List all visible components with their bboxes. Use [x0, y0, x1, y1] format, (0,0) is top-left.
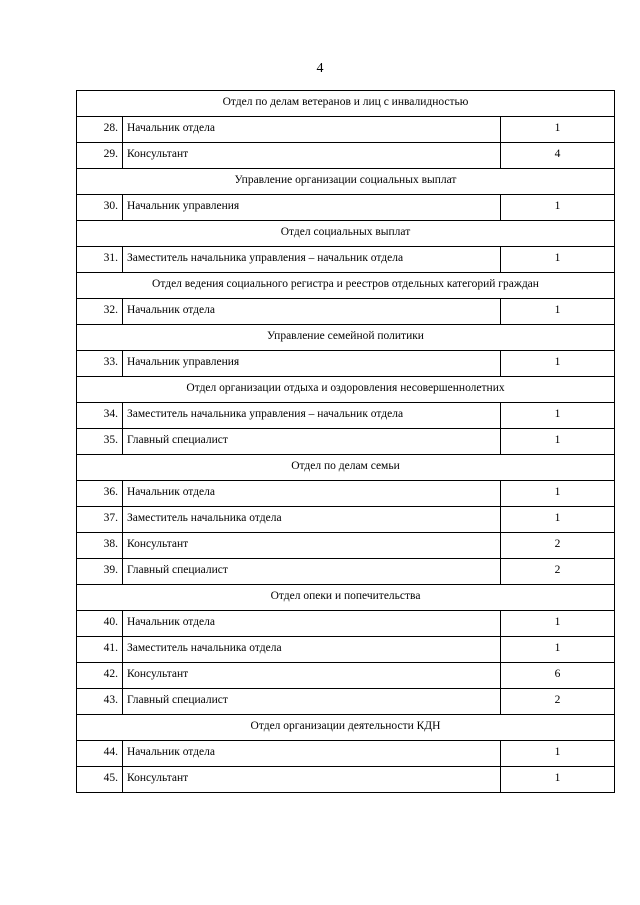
position-title: Главный специалист	[123, 559, 501, 585]
section-title: Отдел организации отдыха и оздоровления несовершеннолетних	[77, 377, 615, 403]
section-title: Отдел опеки и попечительства	[77, 585, 615, 611]
row-number: 36.	[77, 481, 123, 507]
table-row	[77, 481, 615, 507]
section-title: Отдел по делам семьи	[77, 455, 615, 481]
section-row	[77, 169, 615, 195]
position-title: Консультант	[123, 767, 501, 793]
table-row	[77, 507, 615, 533]
position-title: Заместитель начальника управления – начальник отдела	[123, 403, 501, 429]
table-row	[77, 195, 615, 221]
position-title: Начальник отдела	[123, 741, 501, 767]
section-title: Управление семейной политики	[77, 325, 615, 351]
row-number: 37.	[77, 507, 123, 533]
staffing-table	[76, 90, 615, 793]
section-row	[77, 715, 615, 741]
row-number: 43.	[77, 689, 123, 715]
table-row	[77, 429, 615, 455]
table-row	[77, 403, 615, 429]
table-row	[77, 117, 615, 143]
row-number: 40.	[77, 611, 123, 637]
table-row	[77, 299, 615, 325]
table-row	[77, 689, 615, 715]
position-count: 1	[501, 637, 615, 663]
position-title: Консультант	[123, 143, 501, 169]
position-title: Главный специалист	[123, 429, 501, 455]
staffing-table-body	[77, 91, 615, 793]
position-count: 1	[501, 767, 615, 793]
position-title: Главный специалист	[123, 689, 501, 715]
table-row	[77, 143, 615, 169]
row-number: 44.	[77, 741, 123, 767]
table-row	[77, 533, 615, 559]
row-number: 38.	[77, 533, 123, 559]
section-row	[77, 377, 615, 403]
position-title: Заместитель начальника отдела	[123, 637, 501, 663]
position-count: 4	[501, 143, 615, 169]
section-row	[77, 91, 615, 117]
position-count: 1	[501, 247, 615, 273]
position-count: 1	[501, 403, 615, 429]
position-count: 1	[501, 507, 615, 533]
table-row	[77, 767, 615, 793]
section-row	[77, 585, 615, 611]
row-number: 30.	[77, 195, 123, 221]
row-number: 34.	[77, 403, 123, 429]
row-number: 29.	[77, 143, 123, 169]
position-title: Начальник управления	[123, 351, 501, 377]
position-count: 2	[501, 689, 615, 715]
row-number: 31.	[77, 247, 123, 273]
section-row	[77, 455, 615, 481]
row-number: 42.	[77, 663, 123, 689]
position-title: Заместитель начальника управления – начальник отдела	[123, 247, 501, 273]
table-row	[77, 637, 615, 663]
section-title: Отдел организации деятельности КДН	[77, 715, 615, 741]
section-row	[77, 221, 615, 247]
row-number: 35.	[77, 429, 123, 455]
row-number: 39.	[77, 559, 123, 585]
position-count: 1	[501, 195, 615, 221]
position-count: 1	[501, 351, 615, 377]
position-title: Консультант	[123, 533, 501, 559]
position-title: Заместитель начальника отдела	[123, 507, 501, 533]
position-title: Консультант	[123, 663, 501, 689]
position-title: Начальник отдела	[123, 299, 501, 325]
position-count: 2	[501, 559, 615, 585]
position-count: 6	[501, 663, 615, 689]
table-row	[77, 611, 615, 637]
row-number: 41.	[77, 637, 123, 663]
section-row	[77, 325, 615, 351]
position-title: Начальник отдела	[123, 611, 501, 637]
row-number: 32.	[77, 299, 123, 325]
position-title: Начальник отдела	[123, 117, 501, 143]
position-count: 1	[501, 481, 615, 507]
position-count: 1	[501, 299, 615, 325]
section-title: Отдел социальных выплат	[77, 221, 615, 247]
page-number: 4	[316, 61, 324, 76]
table-row	[77, 351, 615, 377]
position-title: Начальник отдела	[123, 481, 501, 507]
position-count: 1	[501, 117, 615, 143]
section-title: Управление организации социальных выплат	[77, 169, 615, 195]
position-title: Начальник управления	[123, 195, 501, 221]
position-count: 1	[501, 741, 615, 767]
position-count: 1	[501, 429, 615, 455]
section-title: Отдел по делам ветеранов и лиц с инвалидностью	[77, 91, 615, 117]
row-number: 28.	[77, 117, 123, 143]
position-count: 1	[501, 611, 615, 637]
section-title: Отдел ведения социального регистра и реестров отдельных категорий граждан	[77, 273, 615, 299]
table-row	[77, 247, 615, 273]
row-number: 45.	[77, 767, 123, 793]
table-row	[77, 559, 615, 585]
row-number: 33.	[77, 351, 123, 377]
table-row	[77, 741, 615, 767]
position-count: 2	[501, 533, 615, 559]
table-row	[77, 663, 615, 689]
section-row	[77, 273, 615, 299]
